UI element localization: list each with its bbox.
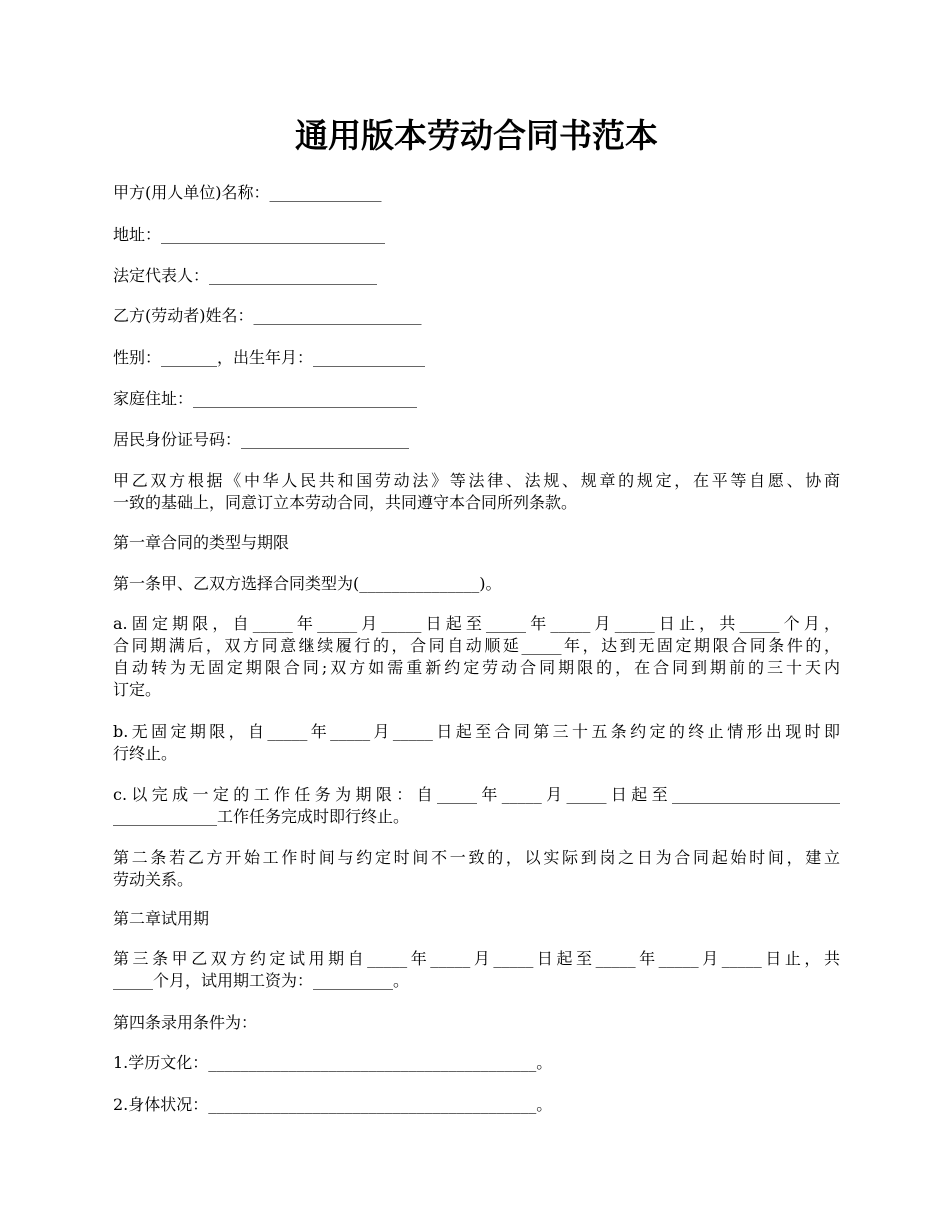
- article-2-paragraph: [113, 847, 840, 891]
- option-b-line-1: b.无固定期限，自_____年_____月_____日起至合同第三十五条约定的终止情形出现时即: [113, 722, 840, 741]
- intro-paragraph: [113, 470, 840, 514]
- intro-line-2: 一致的基础上，同意订立本劳动合同，共同遵守本合同所列条款。: [113, 493, 578, 512]
- option-a-line-4: 订定。: [113, 680, 162, 699]
- field-address: 地址：____________________________: [113, 225, 386, 244]
- article-1: 第一条甲、乙双方选择合同类型为(_______________)。: [113, 574, 502, 593]
- option-b-line-2: 行终止。: [113, 744, 178, 763]
- option-c-line-2: _____________工作任务完成时即行终止。: [113, 807, 410, 826]
- article-2-line-2: 劳动关系。: [113, 870, 194, 889]
- field-id-number: 居民身份证号码：_____________________: [113, 430, 410, 449]
- option-a-line-2: 合同期满后，双方同意继续履行的，合同自动顺延_____年，达到无固定期限合同条件的，: [113, 636, 840, 655]
- chapter-1-heading: 第一章合同的类型与期限: [113, 533, 290, 552]
- field-gender-birth: 性别：_______，出生年月：______________: [113, 348, 426, 367]
- article-3-paragraph: [113, 948, 840, 992]
- condition-education: 1.学历文化：_________________________________________。: [113, 1053, 553, 1072]
- article-3-line-2: _____个月，试用期工资为：__________。: [113, 971, 410, 990]
- intro-line-1: 甲乙双方根据《中华人民共和国劳动法》等法律、法规、规章的规定，在平等自愿、协商: [113, 471, 840, 490]
- field-employer-name: 甲方(用人单位)名称：______________: [113, 183, 382, 202]
- option-a-line-3: 自动转为无固定期限合同;双方如需重新约定劳动合同期限的，在合同到期前的三十天内: [113, 658, 840, 677]
- chapter-2-heading: 第二章试用期: [113, 909, 210, 928]
- field-legal-representative: 法定代表人：_____________________: [113, 266, 378, 285]
- option-c-line-1: c.以完成一定的工作任务为期限：自_____年_____月_____日起至_____________________: [113, 785, 840, 804]
- article-3-line-1: 第三条甲乙双方约定试用期自_____年_____月_____日起至_____年_____月_____日止，共: [113, 949, 840, 968]
- article-2-line-1: 第二条若乙方开始工作时间与约定时间不一致的，以实际到岗之日为合同起始时间，建立: [113, 848, 840, 867]
- option-a-paragraph: [113, 613, 840, 701]
- condition-health: 2.身体状况：_________________________________________。: [113, 1095, 553, 1114]
- field-employee-name: 乙方(劳动者)姓名：_____________________: [113, 306, 422, 325]
- option-b-paragraph: [113, 721, 840, 765]
- article-4: 第四条录用条件为：: [113, 1013, 258, 1032]
- field-home-address: 家庭住址：____________________________: [113, 389, 418, 408]
- document-title: 通用版本劳动合同书范本: [295, 116, 658, 155]
- option-a-line-1: a.固定期限，自_____年_____月_____日起至_____年_____月_____日止，共_____个月，: [113, 614, 840, 633]
- option-c-paragraph: [113, 784, 840, 828]
